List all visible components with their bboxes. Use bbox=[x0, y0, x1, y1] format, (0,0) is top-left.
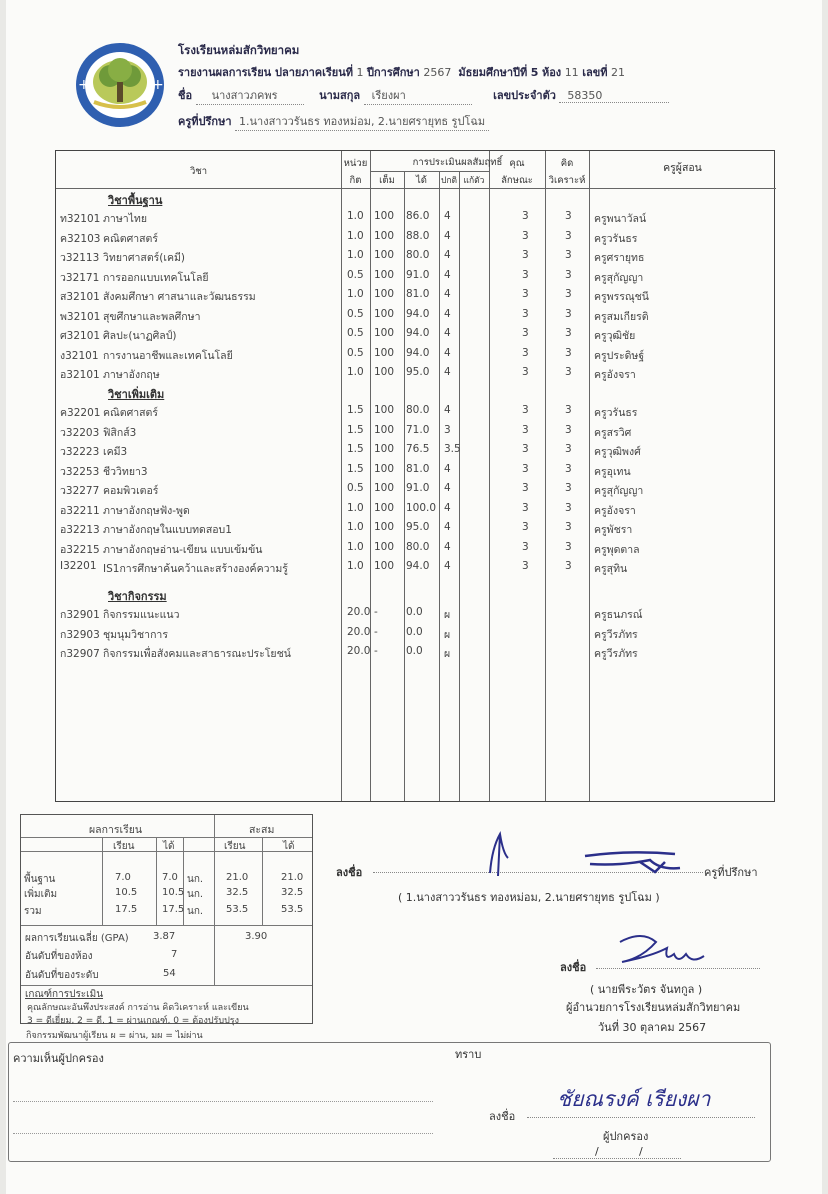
report-date: วันที่ 30 ตุลาคม 2567 bbox=[598, 1021, 707, 1034]
cell-q: 3 bbox=[522, 366, 529, 378]
summary-cumulative-header: สะสม bbox=[249, 824, 275, 836]
cell-grade: 4 bbox=[444, 560, 451, 572]
cell-full: - bbox=[374, 606, 378, 618]
cell-teacher: ครูสุกัญญา bbox=[594, 271, 644, 284]
section-activity: วิชากิจกรรม bbox=[108, 590, 167, 603]
cell-code: ว32113 bbox=[60, 252, 100, 264]
cell-teacher: ครูวรันธร bbox=[594, 407, 638, 419]
cell-full: 100 bbox=[374, 462, 395, 475]
table-row bbox=[56, 324, 776, 344]
student-first-name: นางสาวภคพร bbox=[196, 86, 304, 105]
cell-t: 3 bbox=[565, 443, 572, 455]
cell-t: 3 bbox=[565, 268, 572, 281]
cell-full: 100 bbox=[374, 443, 395, 455]
cell-code: ค32201 bbox=[60, 407, 101, 419]
table-row bbox=[56, 642, 776, 662]
cell-code: อ32101 bbox=[60, 369, 100, 381]
cell-grade: 4 bbox=[444, 210, 451, 222]
cell-grade: 4 bbox=[444, 462, 451, 475]
cell-teacher: ครูสรวิศ bbox=[594, 426, 632, 439]
table-row bbox=[56, 421, 776, 441]
student-surname: เรียงผา bbox=[364, 86, 472, 105]
cell-grade: 3 bbox=[444, 423, 451, 436]
cell-unit: 1.0 bbox=[347, 501, 364, 514]
col-got: ได้ bbox=[416, 175, 427, 186]
cell-q: 3 bbox=[522, 462, 529, 475]
cell-q: 3 bbox=[522, 229, 529, 242]
cell-q: 3 bbox=[522, 210, 529, 222]
summary-s: 10.5 bbox=[115, 887, 138, 898]
cell-grade: 4 bbox=[444, 229, 451, 242]
summary-label: พื้นฐาน bbox=[24, 874, 56, 885]
cell-code: ว32171 bbox=[60, 271, 100, 284]
cell-unit: 20.0 bbox=[347, 606, 371, 618]
advisor-line: ครูที่ปรึกษา 1.นางสาววรันธร ทองหม่อม, 2.นายศรายุทธ รูปโฉม bbox=[178, 112, 489, 131]
summary-box bbox=[20, 814, 313, 1024]
cell-name: ชีววิทยา3 bbox=[103, 465, 148, 478]
cell-unit: 1.0 bbox=[347, 540, 364, 553]
cell-name: ภาษาอังกฤษฟัง-พูด bbox=[103, 504, 190, 517]
cell-grade: 4 bbox=[444, 540, 451, 553]
cell-teacher: ครูวุฒิพงศ์ bbox=[594, 446, 641, 458]
cell-t: 3 bbox=[565, 249, 572, 261]
cell-got: 0.0 bbox=[406, 645, 423, 657]
cell-code: ก32903 bbox=[60, 628, 100, 641]
criteria-line-3: กิจกรรมพัฒนาผู้เรียน ผ = ผ่าน, มผ = ไม่ผ่าน bbox=[26, 1031, 203, 1041]
col-think-2: วิเคราะห์ bbox=[548, 175, 586, 186]
cell-name: ภาษาไทย bbox=[103, 213, 147, 225]
cell-grade: 4 bbox=[444, 268, 451, 281]
col-full: เต็ม bbox=[379, 175, 395, 186]
cell-got: 0.0 bbox=[406, 625, 423, 638]
summary-label: เพิ่มเติม bbox=[24, 889, 58, 900]
cell-got: 80.0 bbox=[406, 540, 430, 553]
cell-name: กิจกรรมแนะแนว bbox=[103, 609, 180, 621]
cell-name: สุขศึกษาและพลศึกษา bbox=[103, 310, 201, 323]
cell-q: 3 bbox=[522, 501, 529, 514]
cell-got: 94.0 bbox=[406, 307, 430, 320]
comment-line-1 bbox=[13, 1101, 433, 1102]
cell-full: 100 bbox=[374, 366, 395, 378]
cell-unit: 20.0 bbox=[347, 625, 371, 638]
cell-t: 3 bbox=[565, 307, 572, 320]
table-row bbox=[56, 344, 776, 364]
cell-code: อ32213 bbox=[60, 524, 100, 536]
cell-unit: 0.5 bbox=[347, 327, 364, 339]
cell-name: สังคมศึกษา ศาสนาและวัฒนธรรม bbox=[103, 291, 256, 303]
criteria-line-2: 3 = ดีเยี่ยม, 2 = ดี, 1 = ผ่านเกณฑ์, 0 = ต้องปรับปรุง bbox=[27, 1016, 240, 1026]
cell-code: ง32101 bbox=[60, 349, 99, 362]
cell-q: 3 bbox=[522, 521, 529, 533]
summary-earned-header: ได้ bbox=[163, 841, 175, 852]
col-quality-2: ลักษณะ bbox=[501, 175, 533, 186]
cell-code: ว32253 bbox=[60, 465, 100, 478]
cell-teacher: ครูสุทิน bbox=[594, 563, 628, 575]
gpa-cumulative: 3.90 bbox=[245, 931, 268, 942]
table-row bbox=[56, 285, 776, 305]
comment-line-2 bbox=[13, 1133, 433, 1134]
cell-unit: 0.5 bbox=[347, 346, 364, 359]
cell-name: การงานอาชีพและเทคโนโลยี bbox=[103, 349, 233, 362]
section-basic: วิชาพื้นฐาน bbox=[108, 194, 163, 207]
cell-full: 100 bbox=[374, 346, 395, 359]
cell-code: ว32223 bbox=[60, 446, 100, 458]
table-row bbox=[56, 266, 776, 286]
cell-teacher: ครูพุดตาล bbox=[594, 543, 640, 556]
cell-t: 3 bbox=[565, 210, 572, 222]
advisor-role: ครูที่ปรึกษา bbox=[704, 866, 758, 879]
cell-unit: 1.0 bbox=[347, 249, 364, 261]
table-row bbox=[56, 603, 776, 623]
cell-code: ว32203 bbox=[60, 426, 100, 439]
summary-u: นก. bbox=[187, 906, 204, 917]
cell-teacher: ครูวีรภัทร bbox=[594, 648, 638, 660]
cell-got: 94.0 bbox=[406, 327, 430, 339]
cell-q: 3 bbox=[522, 346, 529, 359]
cell-unit: 1.0 bbox=[347, 229, 364, 242]
svg-text:+: + bbox=[152, 77, 164, 93]
col-quality: คุณ bbox=[509, 158, 525, 169]
cell-got: 100.0 bbox=[406, 501, 437, 514]
cell-grade: 4 bbox=[444, 366, 451, 378]
director-sign-label: ลงชื่อ bbox=[560, 961, 587, 974]
cell-full: 100 bbox=[374, 482, 395, 494]
grades-table bbox=[55, 150, 775, 802]
cell-got: 88.0 bbox=[406, 229, 430, 242]
table-row bbox=[56, 440, 776, 460]
cell-grade: 3.5 bbox=[444, 443, 461, 455]
cell-got: 95.0 bbox=[406, 366, 430, 378]
cell-got: 91.0 bbox=[406, 482, 430, 494]
cell-got: 91.0 bbox=[406, 268, 430, 281]
cell-full: 100 bbox=[374, 560, 395, 572]
advisor-sign-label: ลงชื่อ bbox=[336, 866, 363, 879]
cell-teacher: ครูสุกัญญา bbox=[594, 485, 644, 497]
cell-name: ภาษาอังกฤษอ่าน-เขียน แบบเข้มข้น bbox=[103, 543, 263, 556]
cell-t: 3 bbox=[565, 423, 572, 436]
cell-name: ภาษาอังกฤษในแบบทดสอบ1 bbox=[103, 524, 232, 536]
cell-grade: 4 bbox=[444, 327, 451, 339]
svg-text:+: + bbox=[78, 77, 90, 93]
cell-unit: 1.0 bbox=[347, 210, 364, 222]
table-row bbox=[56, 246, 776, 266]
cell-unit: 1.5 bbox=[347, 423, 364, 436]
cell-unit: 20.0 bbox=[347, 645, 371, 657]
cell-full: - bbox=[374, 625, 378, 638]
cell-grade: 4 bbox=[444, 288, 451, 300]
cell-name: IS1การศึกษาค้นคว้าและสร้างองค์ความรู้ bbox=[103, 563, 288, 575]
cell-teacher: ครูวรันธร bbox=[594, 232, 638, 245]
cell-name: คณิตศาสตร์ bbox=[103, 232, 159, 245]
cell-t: 3 bbox=[565, 288, 572, 300]
school-logo bbox=[72, 40, 168, 130]
cell-grade: 4 bbox=[444, 501, 451, 514]
summary-ce: 21.0 bbox=[281, 872, 304, 883]
cell-teacher: ครูพรรณุชนี bbox=[594, 291, 649, 303]
summary-cum-earned-header: ได้ bbox=[283, 841, 295, 852]
cell-name: คอมพิวเตอร์ bbox=[103, 485, 159, 497]
cell-q: 3 bbox=[522, 268, 529, 281]
col-normal: ปกติ bbox=[440, 176, 458, 186]
gpa-value: 3.87 bbox=[153, 931, 176, 942]
summary-label: รวม bbox=[24, 906, 42, 917]
cell-t: 3 bbox=[565, 540, 572, 553]
cell-name: ศิลปะ(นาฏศิลป์) bbox=[103, 330, 177, 342]
cell-t: 3 bbox=[565, 462, 572, 475]
cell-name: กิจกรรมเพื่อสังคมและสาธารณะประโยชน์ bbox=[103, 648, 291, 660]
cell-got: 81.0 bbox=[406, 462, 430, 475]
cell-got: 86.0 bbox=[406, 210, 430, 222]
cell-q: 3 bbox=[522, 249, 529, 261]
cell-t: 3 bbox=[565, 366, 572, 378]
cell-grade: 4 bbox=[444, 346, 451, 359]
summary-s: 7.0 bbox=[115, 872, 131, 883]
section-additional: วิชาเพิ่มเติม bbox=[108, 388, 165, 401]
rank-room-label: อันดับที่ของห้อง bbox=[25, 951, 93, 962]
cell-name: คณิตศาสตร์ bbox=[103, 407, 159, 419]
summary-e: 17.5 bbox=[162, 904, 185, 915]
cell-got: 80.0 bbox=[406, 404, 430, 416]
cell-t: 3 bbox=[565, 327, 572, 339]
cell-grade: ผ bbox=[444, 609, 451, 621]
cell-name: วิทยาศาสตร์(เคมี) bbox=[103, 252, 186, 264]
cell-q: 3 bbox=[522, 307, 529, 320]
table-row bbox=[56, 305, 776, 325]
summary-studied-header: เรียน bbox=[113, 841, 135, 852]
cell-q: 3 bbox=[522, 482, 529, 494]
summary-s: 17.5 bbox=[115, 904, 138, 915]
parent-comment-box bbox=[8, 1042, 771, 1162]
cell-name: การออกแบบเทคโนโลยี bbox=[103, 271, 209, 284]
parent-role: ผู้ปกครอง bbox=[603, 1130, 649, 1143]
cell-code: ศ32101 bbox=[60, 330, 101, 342]
school-name: โรงเรียนหล่มสักวิทยาคม bbox=[178, 43, 300, 57]
rank-room-value: 7 bbox=[171, 949, 178, 960]
cell-t: 3 bbox=[565, 501, 572, 514]
cell-got: 94.0 bbox=[406, 560, 430, 572]
cell-code: ก32901 bbox=[60, 609, 100, 621]
summary-u: นก. bbox=[187, 874, 204, 885]
summary-ce: 32.5 bbox=[281, 887, 304, 898]
table-row bbox=[56, 557, 776, 577]
cell-full: 100 bbox=[374, 501, 395, 514]
table-row bbox=[56, 623, 776, 643]
col-unit-2: กิต bbox=[349, 175, 362, 186]
col-assessment: การประเมินผลสัมฤทธิ์ bbox=[412, 157, 503, 168]
cell-unit: 0.5 bbox=[347, 307, 364, 320]
cell-code: ส32101 bbox=[60, 291, 100, 303]
cell-teacher: ครูอังจรา bbox=[594, 369, 636, 381]
table-row bbox=[56, 499, 776, 519]
cell-name: ฟิสิกส์3 bbox=[103, 426, 137, 439]
rank-level-label: อันดับที่ของระดับ bbox=[25, 970, 99, 981]
cell-name: เคมี3 bbox=[103, 446, 128, 458]
cell-full: 100 bbox=[374, 423, 395, 436]
cell-full: 100 bbox=[374, 521, 395, 533]
cell-t: 3 bbox=[565, 560, 572, 572]
cell-teacher: ครูพนาวัลน์ bbox=[594, 213, 647, 225]
cell-name: ภาษาอังกฤษ bbox=[103, 369, 160, 381]
cell-full: 100 bbox=[374, 229, 395, 242]
student-id: 58350 bbox=[559, 89, 669, 103]
gpa-label: ผลการเรียนเฉลี่ย (GPA) bbox=[25, 933, 129, 944]
cell-q: 3 bbox=[522, 560, 529, 572]
cell-grade: 4 bbox=[444, 249, 451, 261]
advisor-signature-2 bbox=[580, 848, 690, 878]
cell-unit: 1.5 bbox=[347, 443, 364, 455]
criteria-line-1: คุณลักษณะอันพึงประสงค์ การอ่าน คิดวิเคราะห์ และเขียน bbox=[27, 1003, 249, 1013]
cell-full: 100 bbox=[374, 540, 395, 553]
col-fix: แก้ตัว bbox=[463, 176, 485, 186]
cell-full: 100 bbox=[374, 210, 395, 222]
cell-full: 100 bbox=[374, 327, 395, 339]
cell-teacher: ครูอุเทน bbox=[594, 465, 631, 478]
col-think: คิด bbox=[560, 158, 574, 169]
cell-got: 71.0 bbox=[406, 423, 430, 436]
summary-ce: 53.5 bbox=[281, 904, 304, 915]
cell-unit: 1.0 bbox=[347, 366, 364, 378]
col-unit: หน่วย bbox=[343, 158, 368, 169]
table-row bbox=[56, 363, 776, 383]
parent-sign-line bbox=[527, 1117, 755, 1118]
table-row bbox=[56, 207, 776, 227]
parent-sign-label: ลงชื่อ bbox=[489, 1110, 516, 1123]
cell-code: พ32101 bbox=[60, 310, 101, 323]
cell-full: 100 bbox=[374, 307, 395, 320]
advisor-names: 1.นางสาววรันธร ทองหม่อม, 2.นายศรายุทธ รูปโฉม bbox=[235, 112, 489, 131]
cell-teacher: ครูสมเกียรติ bbox=[594, 310, 649, 323]
cell-code: ท32101 bbox=[60, 213, 101, 225]
cell-teacher: ครูวุฒิชัย bbox=[594, 330, 636, 342]
cell-teacher: ครูประดิษฐ์ bbox=[594, 349, 645, 362]
cell-q: 3 bbox=[522, 327, 529, 339]
report-title-line: รายงานผลการเรียน ปลายภาคเรียนที่ 1 ปีการศึกษา 2567 มัธยมศึกษาปีที่ 5 ห้อง 11 เลขที่ 21 bbox=[178, 66, 625, 79]
cell-name: ชุมนุมวิชาการ bbox=[103, 628, 168, 641]
cell-t: 3 bbox=[565, 521, 572, 533]
cell-grade: 4 bbox=[444, 482, 451, 494]
cell-got: 81.0 bbox=[406, 288, 430, 300]
table-row bbox=[56, 401, 776, 421]
summary-cs: 53.5 bbox=[226, 904, 249, 915]
cell-teacher: ครูอังจรา bbox=[594, 504, 636, 517]
director-role: ผู้อำนวยการโรงเรียนหล่มสักวิทยาคม bbox=[566, 1001, 741, 1014]
cell-t: 3 bbox=[565, 346, 572, 359]
director-signature bbox=[612, 928, 712, 972]
cell-t: 3 bbox=[565, 482, 572, 494]
advisor-names-sign: ( 1.นางสาววรันธร ทองหม่อม, 2.นายศรายุทธ รูปโฉม ) bbox=[398, 891, 660, 904]
cell-got: 0.0 bbox=[406, 606, 423, 618]
cell-t: 3 bbox=[565, 404, 572, 416]
summary-cs: 32.5 bbox=[226, 887, 249, 898]
table-row bbox=[56, 518, 776, 538]
parent-signature: ชัยณรงค์ เรียงผา bbox=[557, 1087, 711, 1111]
cell-grade: ผ bbox=[444, 628, 451, 641]
cell-teacher: ครูธนภรณ์ bbox=[594, 609, 643, 621]
cell-full: 100 bbox=[374, 268, 395, 281]
summary-e: 10.5 bbox=[162, 887, 185, 898]
cell-unit: 1.0 bbox=[347, 560, 364, 572]
cell-got: 95.0 bbox=[406, 521, 430, 533]
cell-t: 3 bbox=[565, 229, 572, 242]
cell-unit: 1.5 bbox=[347, 404, 364, 416]
cell-q: 3 bbox=[522, 288, 529, 300]
student-name-line: ชื่อ นางสาวภคพร นามสกุล เรียงผา เลขประจำตัว 58350 bbox=[178, 86, 669, 105]
parent-date-line: / / bbox=[553, 1147, 681, 1159]
cell-grade: 4 bbox=[444, 307, 451, 320]
cell-unit: 1.0 bbox=[347, 521, 364, 533]
summary-u: นก. bbox=[187, 889, 204, 900]
cell-code: อ32215 bbox=[60, 543, 100, 556]
cell-teacher: ครูวีรภัทร bbox=[594, 628, 638, 641]
cell-unit: 1.5 bbox=[347, 462, 364, 475]
cell-grade: ผ bbox=[444, 648, 451, 660]
table-row bbox=[56, 460, 776, 480]
cell-code: ค32103 bbox=[60, 232, 101, 245]
summary-e: 7.0 bbox=[162, 872, 178, 883]
advisor-signature-1 bbox=[470, 828, 530, 878]
summary-result-header: ผลการเรียน bbox=[89, 824, 143, 836]
director-name: ( นายพีระวัตร จันทกูล ) bbox=[590, 983, 703, 996]
cell-code: อ32211 bbox=[60, 504, 100, 517]
cell-code: ก32907 bbox=[60, 648, 100, 660]
criteria-title: เกณฑ์การประเมิน bbox=[25, 989, 104, 1000]
cell-got: 94.0 bbox=[406, 346, 430, 359]
acknowledge-label: ทราบ bbox=[455, 1048, 482, 1061]
col-teacher: ครูผู้สอน bbox=[663, 162, 702, 174]
rank-level-value: 54 bbox=[163, 968, 176, 979]
cell-full: 100 bbox=[374, 249, 395, 261]
cell-code: I32201 bbox=[60, 560, 97, 572]
cell-teacher: ครูพัชรา bbox=[594, 524, 633, 536]
table-row bbox=[56, 479, 776, 499]
cell-grade: 4 bbox=[444, 521, 451, 533]
cell-q: 3 bbox=[522, 423, 529, 436]
table-row bbox=[56, 538, 776, 558]
cell-full: - bbox=[374, 645, 378, 657]
cell-unit: 0.5 bbox=[347, 268, 364, 281]
cell-q: 3 bbox=[522, 443, 529, 455]
cell-full: 100 bbox=[374, 288, 395, 300]
cell-q: 3 bbox=[522, 540, 529, 553]
col-subject: วิชา bbox=[189, 166, 208, 177]
cell-teacher: ครูศรายุทธ bbox=[594, 252, 645, 264]
table-row bbox=[56, 227, 776, 247]
cell-got: 76.5 bbox=[406, 443, 430, 455]
cell-code: ว32277 bbox=[60, 485, 100, 497]
parent-comment-title: ความเห็นผู้ปกครอง bbox=[13, 1052, 104, 1065]
cell-got: 80.0 bbox=[406, 249, 430, 261]
cell-grade: 4 bbox=[444, 404, 451, 416]
cell-full: 100 bbox=[374, 404, 395, 416]
summary-cs: 21.0 bbox=[226, 872, 249, 883]
cell-unit: 1.0 bbox=[347, 288, 364, 300]
cell-q: 3 bbox=[522, 404, 529, 416]
cell-unit: 0.5 bbox=[347, 482, 364, 494]
summary-cum-studied-header: เรียน bbox=[224, 841, 246, 852]
